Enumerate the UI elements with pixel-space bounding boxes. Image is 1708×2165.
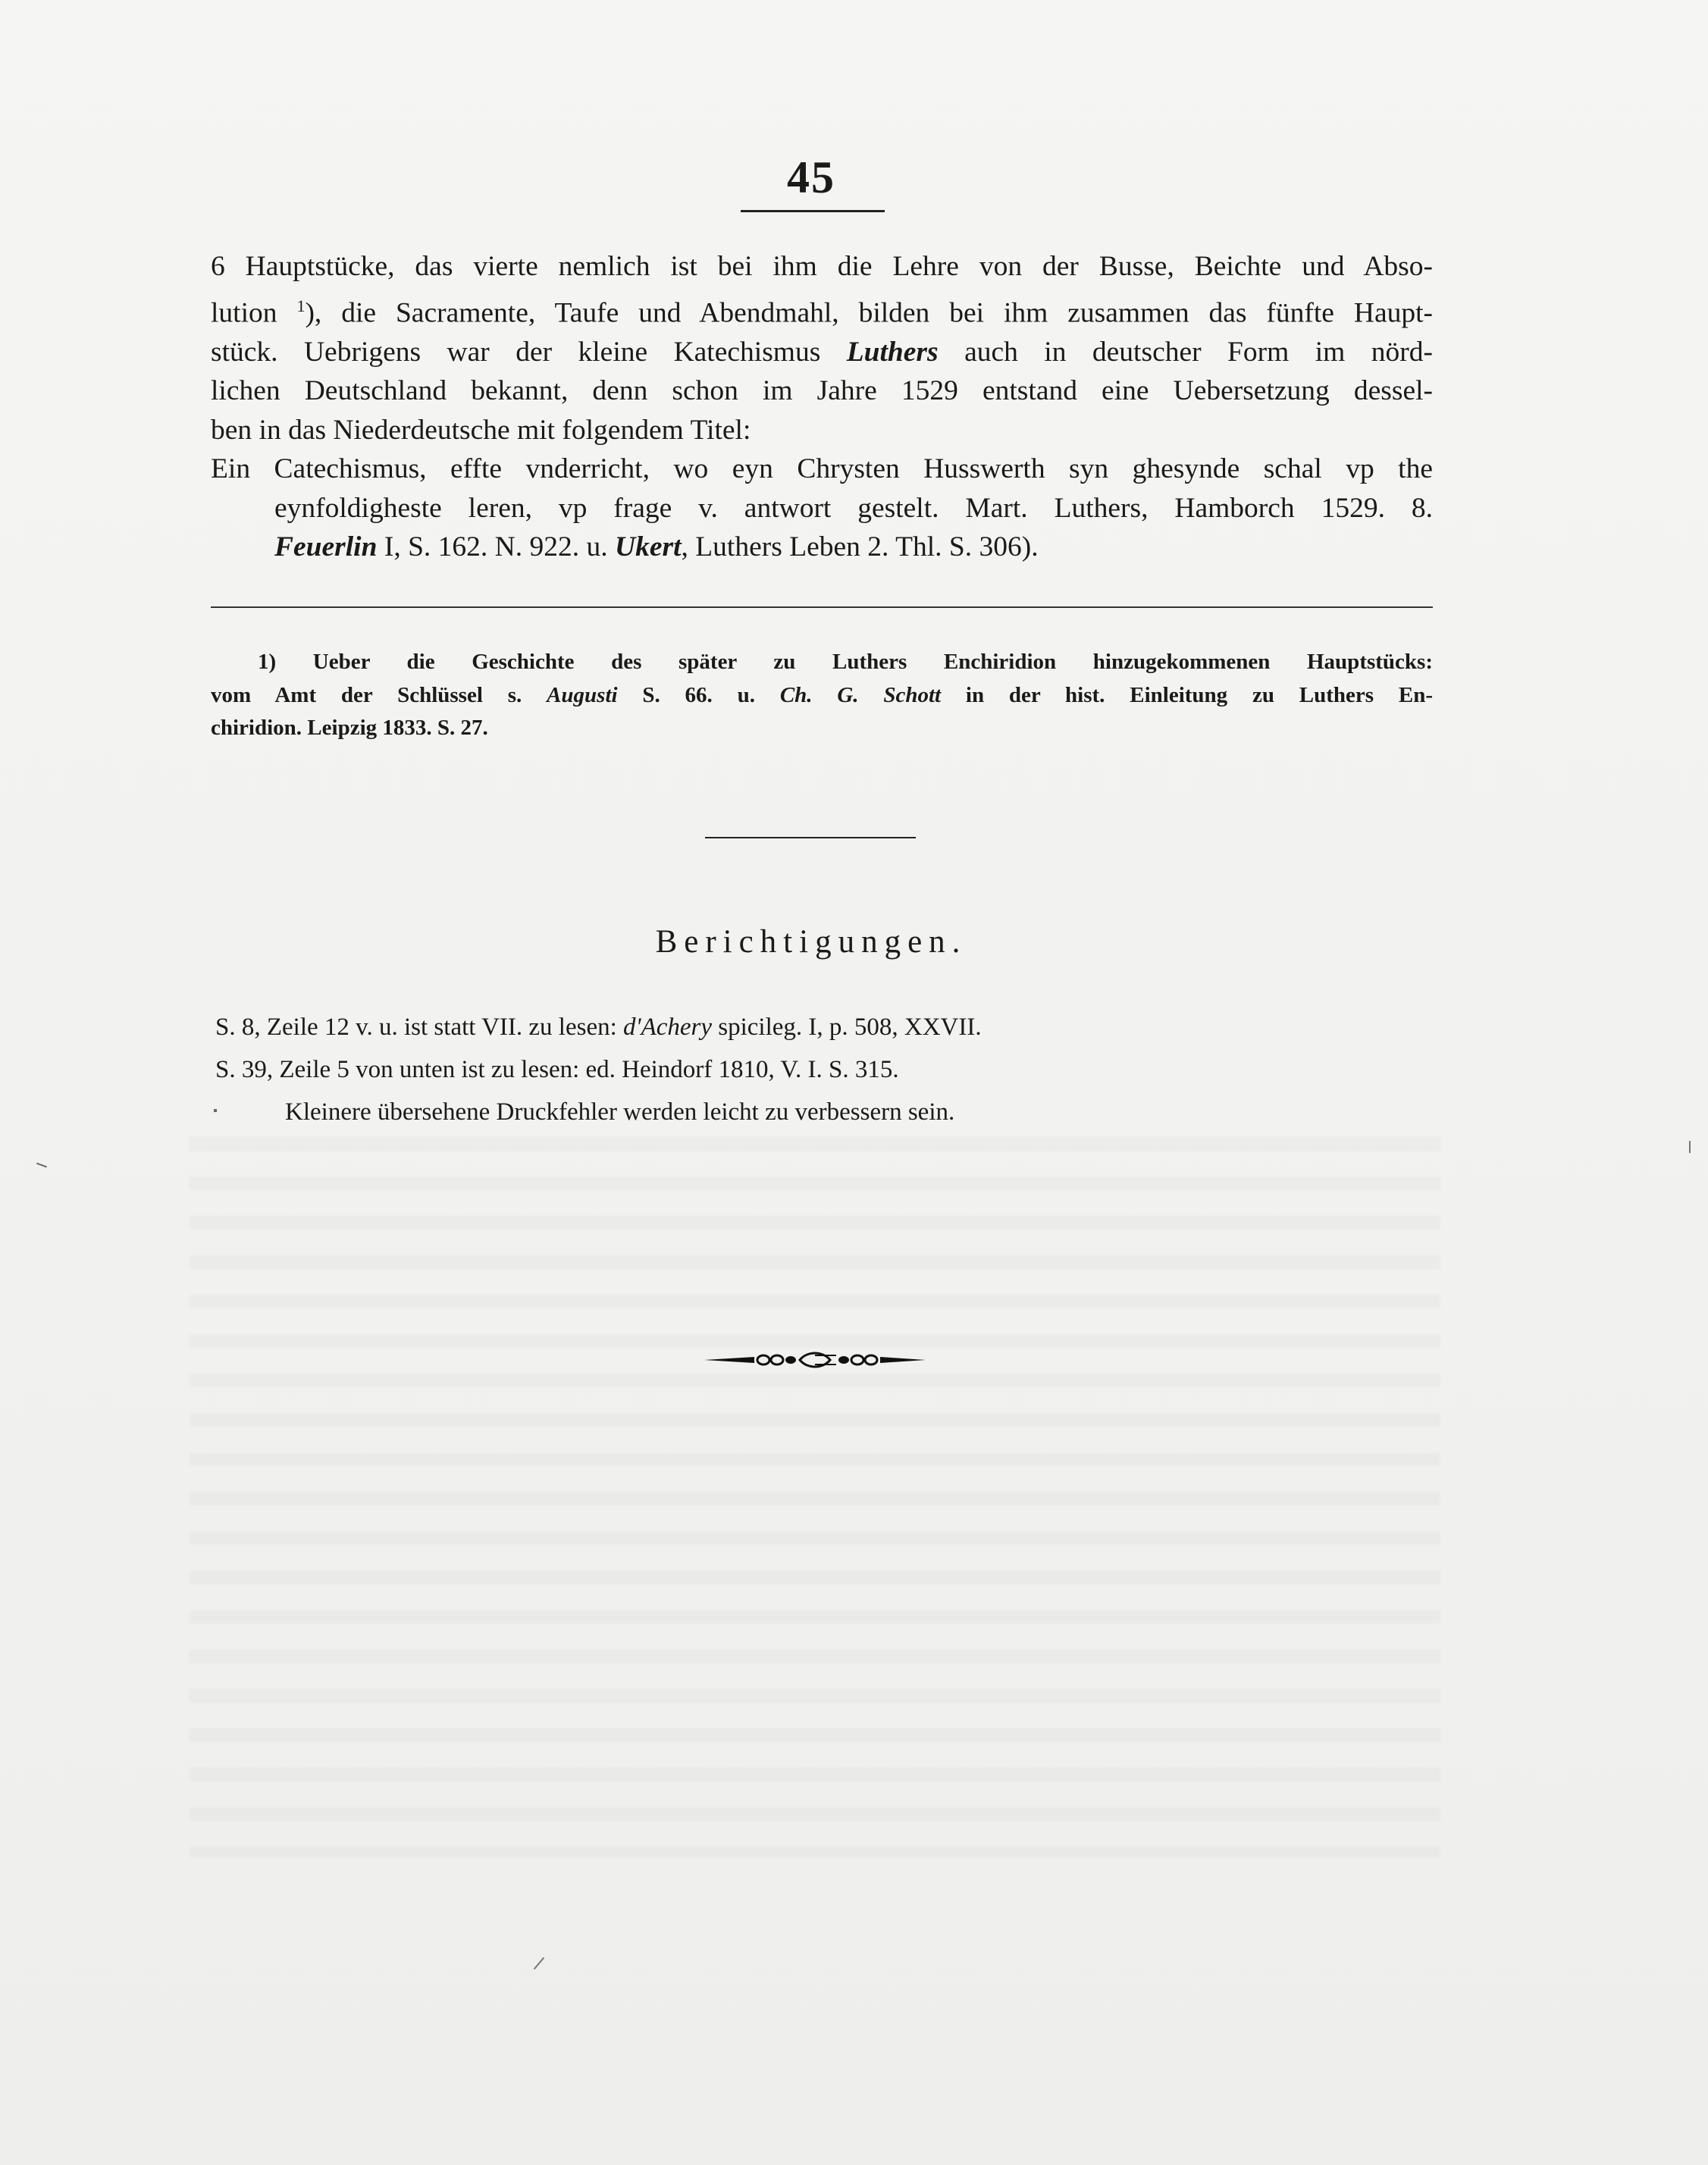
header-rule <box>741 210 885 212</box>
corrections-heading: Berichtigungen. <box>655 924 967 960</box>
correction-note: Kleinere übersehene Druckfehler werden leicht zu verbessern sein. <box>285 1098 955 1126</box>
footnote-line-1: 1) Ueber die Geschichte des später zu Luthers Enchiridion hinzugekommenen Hauptstücks: <box>258 650 1433 674</box>
corrections-list <box>215 1006 1368 1133</box>
title-line-2: eynfoldigheste leren, vp frage v. antwort gestelt. Mart. Luthers, Hamborch 1529. 8. <box>274 492 1433 524</box>
footnote-line-3: chiridion. Leipzig 1833. S. 27. <box>211 716 488 740</box>
title-line-1: Ein Catechismus, effte vnderricht, wo eyn Chrysten Husswerth syn ghesynde schal vp the <box>211 453 1433 484</box>
footnote <box>211 646 1433 745</box>
page-number: 45 <box>787 152 835 202</box>
scan-speck <box>36 1163 47 1168</box>
body-line-3: stück. Uebrigens war der kleine Katechismus Luthers auch in deutscher Form im nörd- <box>211 336 1433 368</box>
scan-speck <box>1689 1141 1691 1153</box>
footnote-marker: 1 <box>296 296 306 315</box>
name-luthers: Luthers <box>846 336 939 368</box>
body-line-4: lichen Deutschland bekannt, denn schon im Jahre 1529 entstand eine Uebersetzung dessel- <box>211 375 1433 406</box>
correction-line-1: S. 8, Zeile 12 v. u. ist statt VII. zu lesen: d'Achery spicileg. I, p. 508, XXVII. <box>215 1014 982 1041</box>
ornament-divider-icon <box>701 1346 929 1374</box>
bleed-through-texture <box>190 1137 1440 1857</box>
name-dachery: d'Achery <box>623 1014 713 1041</box>
body-line-1: 6 Hauptstücke, das vierte nemlich ist bei ihm die Lehre von der Busse, Beichte und Abso- <box>211 251 1433 282</box>
name-schott: Ch. G. Schott <box>779 682 942 707</box>
correction-line-2: S. 39, Zeile 5 von unten ist zu lesen: ed. Heindorf 1810, V. I. S. 315. <box>215 1056 899 1083</box>
title-line-3: Feuerlin I, S. 162. N. 922. u. Ukert, Luthers Leben 2. Thl. S. 306). <box>274 531 1039 562</box>
main-paragraph <box>211 247 1433 567</box>
body-line-5: ben in das Niederdeutsche mit folgendem Titel: <box>211 414 751 446</box>
name-feuerlin: Feuerlin <box>274 531 378 562</box>
name-augusti: Augusti <box>547 682 618 707</box>
footnote-line-2: vom Amt der Schlüssel s. Augusti S. 66. u. Ch. G. Schott in der hist. Einleitung zu Luthers En- <box>211 682 1433 707</box>
scan-speck <box>534 1957 544 1970</box>
name-ukert: Ukert <box>615 531 682 562</box>
footnote-rule <box>211 606 1433 608</box>
body-line-2: lution $^1$), die Sacramente, Taufe und Abendmahl, bilden bei ihm zusammen das fünfte Haupt- <box>211 296 1433 328</box>
section-rule <box>705 837 916 838</box>
scan-speck <box>214 1109 217 1112</box>
